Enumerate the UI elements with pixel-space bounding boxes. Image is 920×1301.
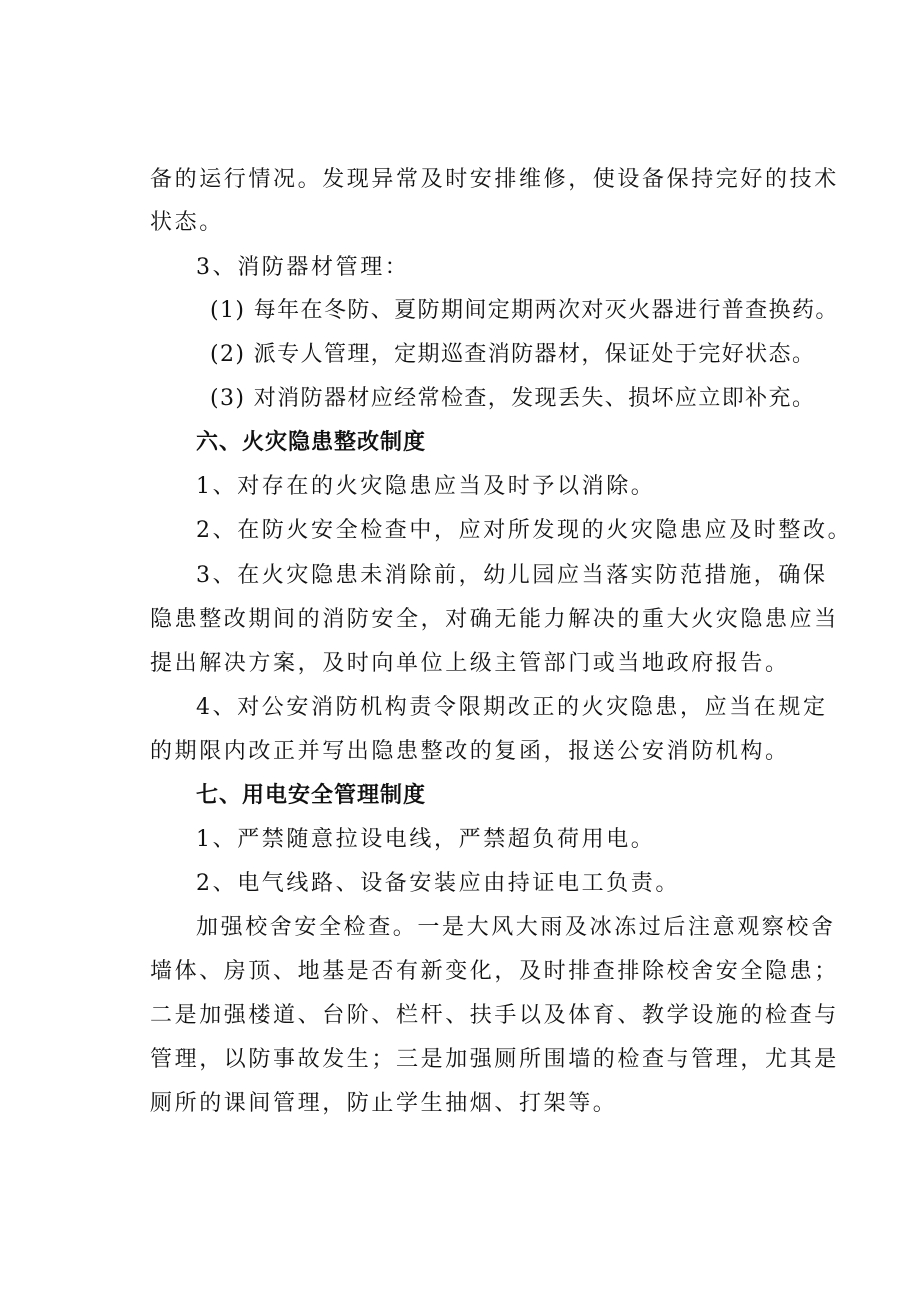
- list-item: 2、电气线路、设备安装应由持证电工负责。: [196, 871, 680, 896]
- list-item: (2) 派专人管理，定期巡查消防器材，保证处于完好状态。: [210, 342, 816, 367]
- list-item: 3、在火灾隐患未消除前，幼儿园应当落实防范措施，确保: [196, 563, 828, 588]
- section-heading: 六、火灾隐患整改制度: [196, 430, 427, 455]
- paragraph-line: 加强校舍安全检查。一是大风大雨及冰冻过后注意观察校舍: [196, 915, 836, 940]
- paragraph-line: 提出解决方案，及时向单位上级主管部门或当地政府报告。: [150, 651, 790, 676]
- list-item: 4、对公安消防机构责令限期改正的火灾隐患，应当在规定: [196, 695, 828, 720]
- list-item: 2、在防火安全检查中，应对所发现的火灾隐患应及时整改。: [196, 518, 853, 543]
- paragraph-line: 备的运行情况。发现异常及时安排维修，使设备保持完好的技术: [150, 167, 839, 192]
- paragraph-line: 二是加强楼道、台阶、栏杆、扶手以及体育、教学设施的检查与: [150, 1003, 839, 1028]
- paragraph-line: 状态。: [150, 210, 224, 235]
- paragraph-line: 的期限内改正并写出隐患整改的复函，报送公安消防机构。: [150, 739, 790, 764]
- list-item: (1) 每年在冬防、夏防期间定期两次对灭火器进行普查换药。: [210, 298, 839, 323]
- list-item: (3) 对消防器材应经常检查，发现丢失、损坏应立即补充。: [210, 386, 816, 411]
- list-item: 1、对存在的火灾隐患应当及时予以消除。: [196, 474, 656, 499]
- paragraph-line: 管理，以防事故发生；三是加强厕所围墙的检查与管理，尤其是: [150, 1047, 839, 1072]
- paragraph-line: 隐患整改期间的消防安全，对确无能力解决的重大火灾隐患应当: [150, 607, 839, 632]
- list-heading: 3、消防器材管理：: [196, 255, 410, 280]
- paragraph-line: 厕所的课间管理，防止学生抽烟、打架等。: [150, 1091, 618, 1116]
- list-item: 1、严禁随意拉设电线，严禁超负荷用电。: [196, 827, 656, 852]
- paragraph-line: 墙体、房顶、地基是否有新变化，及时排查排除校舍安全隐患；: [150, 959, 839, 984]
- section-heading: 七、用电安全管理制度: [196, 783, 427, 808]
